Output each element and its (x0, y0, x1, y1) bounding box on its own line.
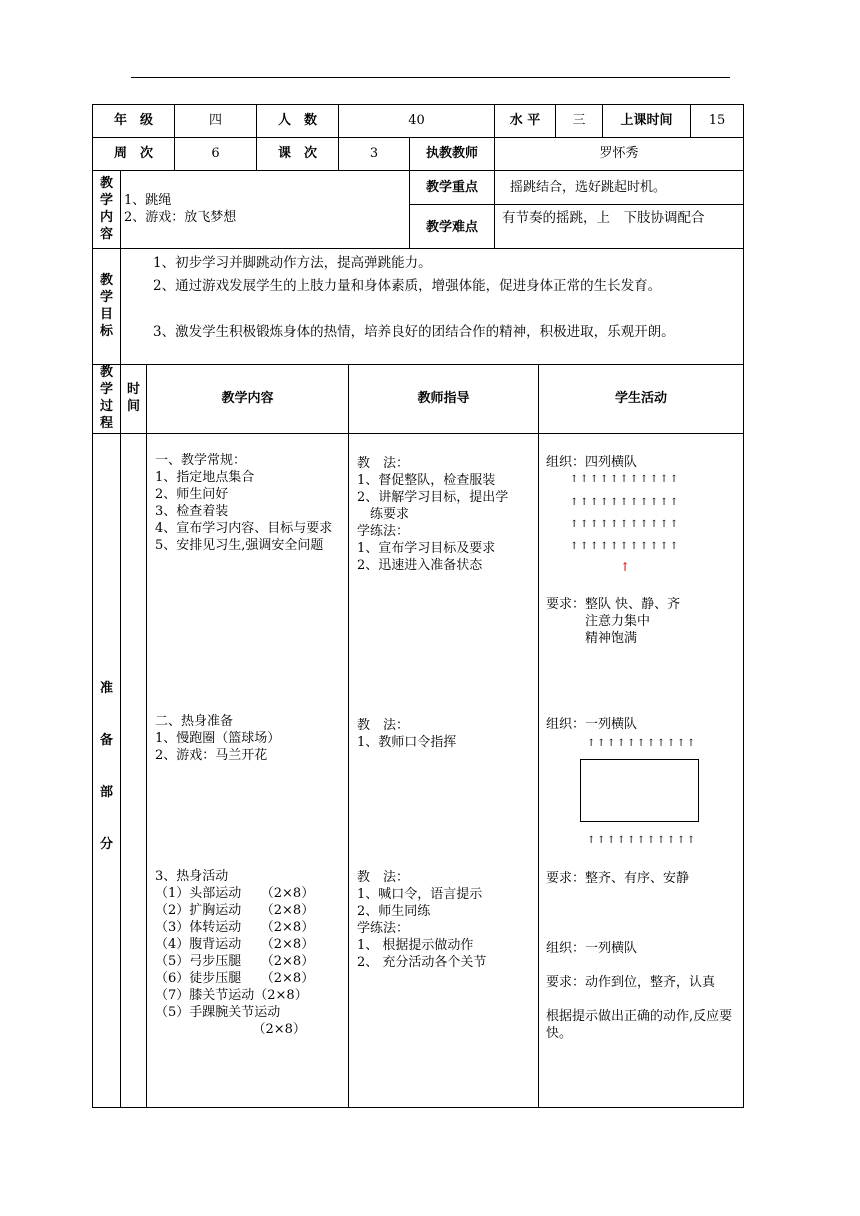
student-icon: ↑ (626, 835, 637, 846)
student-icon: ↑ (579, 541, 590, 552)
guide-column-header: 教师指导 (417, 391, 470, 406)
week-label: 周 次 (113, 146, 153, 161)
goal-item: 2、通过游戏发展学生的上肢力量和身体素质，增强体能，促进身体正常的生长发育。 (153, 278, 662, 294)
block-1-guide: 教 法： 1、督促整队，检查服装 2、讲解学习目标，提出学 练要求 学练法： 1、宣布学习目标及要求 2、迅速进入准备状态 (357, 456, 509, 573)
student-icon: ↑ (639, 497, 650, 508)
student-icon: ↑ (636, 835, 647, 846)
block-3-note: 根据提示做出正确的动作,反应要快。 (546, 1009, 733, 1041)
student-row (570, 519, 680, 531)
content-column-header: 教学内容 (221, 391, 274, 406)
student-count-label: 人 数 (277, 113, 317, 128)
student-icon: ↑ (686, 835, 697, 846)
block-1-requirement: 要求：整队 快、静、齐 注意力集中 精神饱满 (546, 597, 681, 646)
preparation-section-label: 准 备 部 分 (99, 681, 113, 852)
level-value: 三 (572, 113, 586, 128)
student-icon: ↑ (666, 835, 677, 846)
student-icon: ↑ (570, 519, 580, 530)
lesson-label: 课 次 (277, 146, 317, 161)
student-icon: ↑ (639, 474, 650, 485)
student-icon: ↑ (589, 519, 600, 530)
difficulty-text: 有节奏的摇跳，上 下肢协调配合 (502, 210, 705, 226)
activity-column-header: 学生活动 (614, 391, 667, 406)
student-icon: ↑ (579, 497, 590, 508)
student-icon: ↑ (587, 738, 597, 749)
student-icon: ↑ (659, 519, 670, 530)
level-label: 水 平 (509, 113, 541, 128)
class-time-value: 15 (708, 113, 726, 128)
student-icon: ↑ (656, 738, 667, 749)
student-row (587, 835, 697, 847)
teacher-value: 罗怀秀 (599, 146, 639, 161)
student-icon: ↑ (659, 497, 670, 508)
student-icon: ↑ (596, 738, 607, 749)
process-label: 教 学 过 程 (99, 365, 113, 431)
student-icon: ↑ (676, 738, 687, 749)
basketball-court (580, 759, 699, 822)
student-icon: ↑ (619, 497, 630, 508)
student-icon: ↑ (629, 474, 640, 485)
time-column-header: 时 间 (126, 382, 140, 414)
student-icon: ↑ (639, 541, 650, 552)
block-1-content: 一、教学常规： 1、指定地点集合 2、师生问好 3、检查着装 4、宣布学习内容、目标与要求 5、安排见习生,强调安全问题 (155, 453, 333, 553)
student-icon: ↑ (606, 738, 617, 749)
student-row (587, 738, 697, 750)
student-icon: ↑ (649, 541, 660, 552)
student-icon: ↑ (570, 541, 580, 552)
student-icon: ↑ (609, 497, 620, 508)
student-icon: ↑ (669, 541, 680, 552)
student-icon: ↑ (669, 474, 680, 485)
student-icon: ↑ (656, 835, 667, 846)
lesson-value: 3 (369, 146, 379, 161)
teacher-label: 执教教师 (425, 146, 478, 161)
student-icon: ↑ (619, 519, 630, 530)
student-icon: ↑ (587, 835, 597, 846)
content-label: 教 学 内 容 (99, 176, 113, 242)
block-2-requirement: 要求：整齐、有序、安静 (546, 871, 690, 886)
block-2-guide: 教 法： 1、教师口令指挥 (357, 718, 457, 750)
block-2-organization: 组织：一列横队 (546, 717, 638, 732)
student-row (570, 497, 680, 509)
grade-label: 年 级 (113, 113, 153, 128)
student-icon: ↑ (609, 474, 620, 485)
student-icon: ↑ (616, 738, 627, 749)
student-icon: ↑ (589, 474, 600, 485)
student-icon: ↑ (619, 541, 630, 552)
teacher-position-icon: ↑ (620, 560, 631, 574)
student-icon: ↑ (596, 835, 607, 846)
student-icon: ↑ (649, 474, 660, 485)
block-2-content: 二、热身准备 1、慢跑圈（篮球场） 2、游戏：马兰开花 (155, 714, 281, 763)
student-row (570, 541, 680, 553)
student-icon: ↑ (616, 835, 627, 846)
student-icon: ↑ (619, 474, 630, 485)
student-icon: ↑ (659, 474, 670, 485)
student-icon: ↑ (676, 835, 687, 846)
student-icon: ↑ (599, 541, 610, 552)
student-icon: ↑ (629, 541, 640, 552)
block-3-guide: 教 法： 1、喊口令，语言提示 2、师生同练 学练法： 1、 根据提示做动作 2、 充分活动各个关节 (357, 870, 487, 970)
student-icon: ↑ (686, 738, 697, 749)
student-icon: ↑ (599, 497, 610, 508)
header-rule (131, 77, 730, 78)
student-icon: ↑ (629, 497, 640, 508)
student-icon: ↑ (639, 519, 650, 530)
block-3-organization: 组织：一列横队 (546, 941, 638, 956)
student-icon: ↑ (589, 541, 600, 552)
key-point-text: 摇跳结合，选好跳起时机。 (510, 180, 667, 195)
student-icon: ↑ (649, 497, 660, 508)
student-icon: ↑ (649, 519, 660, 530)
student-icon: ↑ (666, 738, 677, 749)
goal-item: 1、初步学习并脚跳动作方法，提高弹跳能力。 (153, 255, 432, 271)
goals-label: 教 学 目 标 (99, 273, 113, 339)
student-icon: ↑ (636, 738, 647, 749)
student-icon: ↑ (646, 738, 657, 749)
student-row (570, 474, 680, 486)
block-3-requirement: 要求：动作到位，整齐，认真 (546, 975, 716, 990)
student-icon: ↑ (570, 497, 580, 508)
class-time-label: 上课时间 (620, 113, 673, 128)
goal-item: 3、激发学生积极锻炼身体的热情，培养良好的团结合作的精神，积极进取，乐观开朗。 (153, 324, 675, 340)
week-value: 6 (211, 146, 220, 161)
content-text: 1、跳绳 2、游戏：放飞梦想 (124, 193, 237, 225)
key-point-label: 教学重点 (425, 180, 478, 195)
student-icon: ↑ (609, 541, 620, 552)
student-icon: ↑ (626, 738, 637, 749)
student-icon: ↑ (609, 519, 620, 530)
student-icon: ↑ (659, 541, 670, 552)
student-icon: ↑ (599, 519, 610, 530)
block-3-content: 3、热身活动 （1）头部运动 （2×8） （2）扩胸运动 （2×8） （3）体转运动 （2×8） （4）腹背运动 （2×8） （5）弓步压腿 （2×8） （6）徒步压腿 （2×8） （7）膝关节运动（2×8） （5）手踝腕关节运动 （2×8） (155, 869, 315, 1037)
student-icon: ↑ (629, 519, 640, 530)
student-icon: ↑ (669, 519, 680, 530)
student-count-value: 40 (408, 113, 425, 128)
difficulty-label: 教学难点 (425, 220, 478, 235)
student-icon: ↑ (606, 835, 617, 846)
student-icon: ↑ (579, 474, 590, 485)
grade-value: 四 (208, 113, 222, 128)
student-icon: ↑ (646, 835, 657, 846)
student-icon: ↑ (599, 474, 610, 485)
student-icon: ↑ (589, 497, 600, 508)
block-1-organization: 组织：四列横队 (546, 455, 638, 470)
student-icon: ↑ (570, 474, 580, 485)
student-icon: ↑ (579, 519, 590, 530)
student-icon: ↑ (669, 497, 680, 508)
